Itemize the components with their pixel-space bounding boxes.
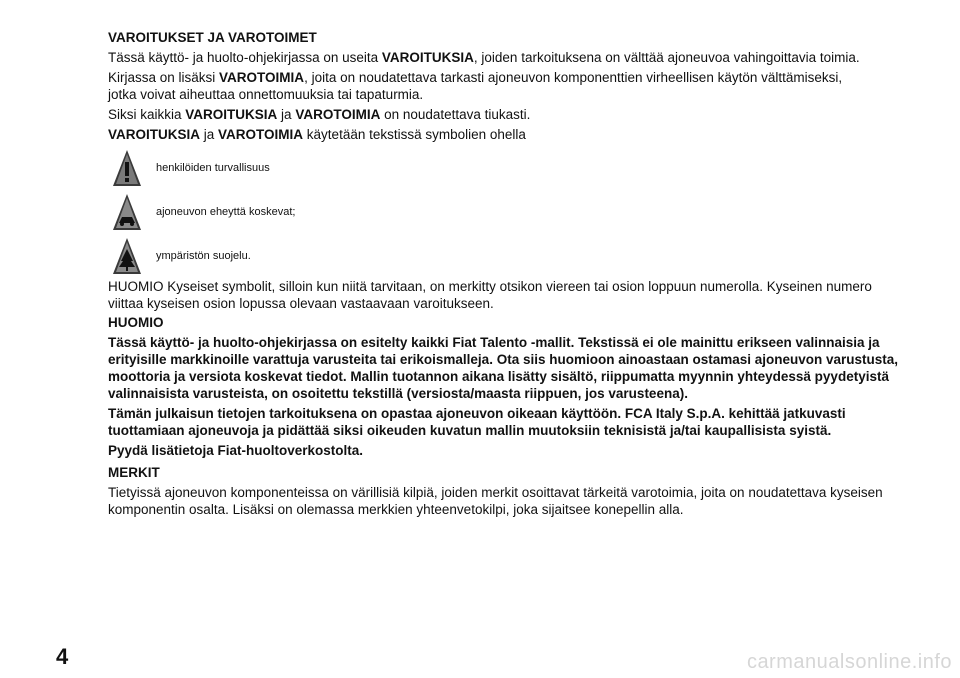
warning-exclamation-icon [112,149,142,187]
keyword-varoituksia: VAROITUKSIA [108,127,201,142]
text: ja [277,107,296,122]
paragraph-huomio-service: Pyydä lisätietoja Fiat-huoltoverkostolta. [108,443,364,458]
text: Siksi kaikkia [108,107,186,122]
keyword-varotoimia: VAROTOIMIA [295,107,381,122]
symbol-label: ympäristön suojelu. [156,250,251,262]
paragraph-huomio-publication: Tämän julkaisun tietojen tarkoituksena on opastaa ajoneuvon oikeaan käyttöön. FCA Italy S.p.A. kehittää jatkuvasti tuottamiaan ajoneuvoja ja pidättää siksi oikeuden kuvatun mallin muutoksiin teknisistä ja/tai kaupallisista syistä. [108,406,846,438]
paragraph-precautions [108,69,908,103]
text: , joiden tarkoituksena on välttää ajoneuvoa vahingoittavia toimia. [473,50,860,65]
section-title-huomio: HUOMIO [108,315,164,330]
keyword-varoituksia: VAROITUKSIA [185,107,278,122]
keyword-varotoimia: VAROTOIMIA [218,127,304,142]
environment-tree-icon [112,237,142,275]
symbol-row-environment [108,234,908,278]
text: , joita on noudatettava tarkasti ajoneuvon komponenttien virheellisen käytön välttämiseksi, [304,70,843,85]
symbol-row-personal-safety [108,146,908,190]
page-number: 4 [56,644,69,669]
keyword-varotoimia: VAROTOIMIA [219,70,305,85]
symbol-label: ajoneuvon eheyttä koskevat; [156,206,296,218]
paragraph-huomio-models: Tässä käyttö- ja huolto-ohjekirjassa on esitelty kaikki Fiat Talento -mallit. Tekstissä ei ole mainittu erikseen valinnaisia ja erityisille markkinoille varattuja varusteita tai erikoismalleja. Ota siis huomioon ainoastaan ostamasi ajoneuvon varustusta, moottoria ja versiota koskevat tiedot. Mallin tuotannon aikana lisätty sisältö, riippumatta myynnin yhteydessä pyydetyistä valinnaisista varusteista, on osoitettu tekstillä (versiosta/maasta riippuen, jos varusteena). [108,335,899,401]
section-title-merkit: MERKIT [108,465,160,480]
text: on noudatettava tiukasti. [380,107,531,122]
text: Kirjassa on lisäksi [108,70,220,85]
paragraph-warnings-intro [108,49,908,66]
footer-watermark: carmanualsonline.info [746,651,952,673]
symbol-row-vehicle-integrity [108,190,908,234]
paragraph-huomio-note: HUOMIO Kyseiset symbolit, silloin kun niitä tarvitaan, on merkitty otsikon viereen tai osion loppuun numerolla. Kyseinen numero viittaa kyseisen osion lopussa olevaan vastaavaan varoitukseen. [108,279,872,311]
section-title-warnings: VAROITUKSET JA VAROTOIMET [108,30,317,45]
paragraph-must-follow [108,106,908,123]
text: ja [200,127,219,142]
paragraph-symbols-intro [108,126,908,143]
vehicle-warning-icon [112,193,142,231]
text: käytetään tekstissä symbolien ohella [303,127,526,142]
text: jotka voivat aiheuttaa onnettomuuksia tai tapaturmia. [108,87,424,102]
paragraph-merkit: Tietyissä ajoneuvon komponenteissa on värillisiä kilpiä, joiden merkit osoittavat tärkeitä varotoimia, joita on noudatettava kyseisen komponentin osalta. Lisäksi on olemassa merkkien yhteenvetokilpi, joka sijaitsee konepellin alla. [108,485,883,517]
symbol-label: henkilöiden turvallisuus [156,162,270,174]
keyword-varoituksia: VAROITUKSIA [381,50,474,65]
page-content [108,30,908,521]
text: Tässä käyttö- ja huolto-ohjekirjassa on useita [108,50,382,65]
